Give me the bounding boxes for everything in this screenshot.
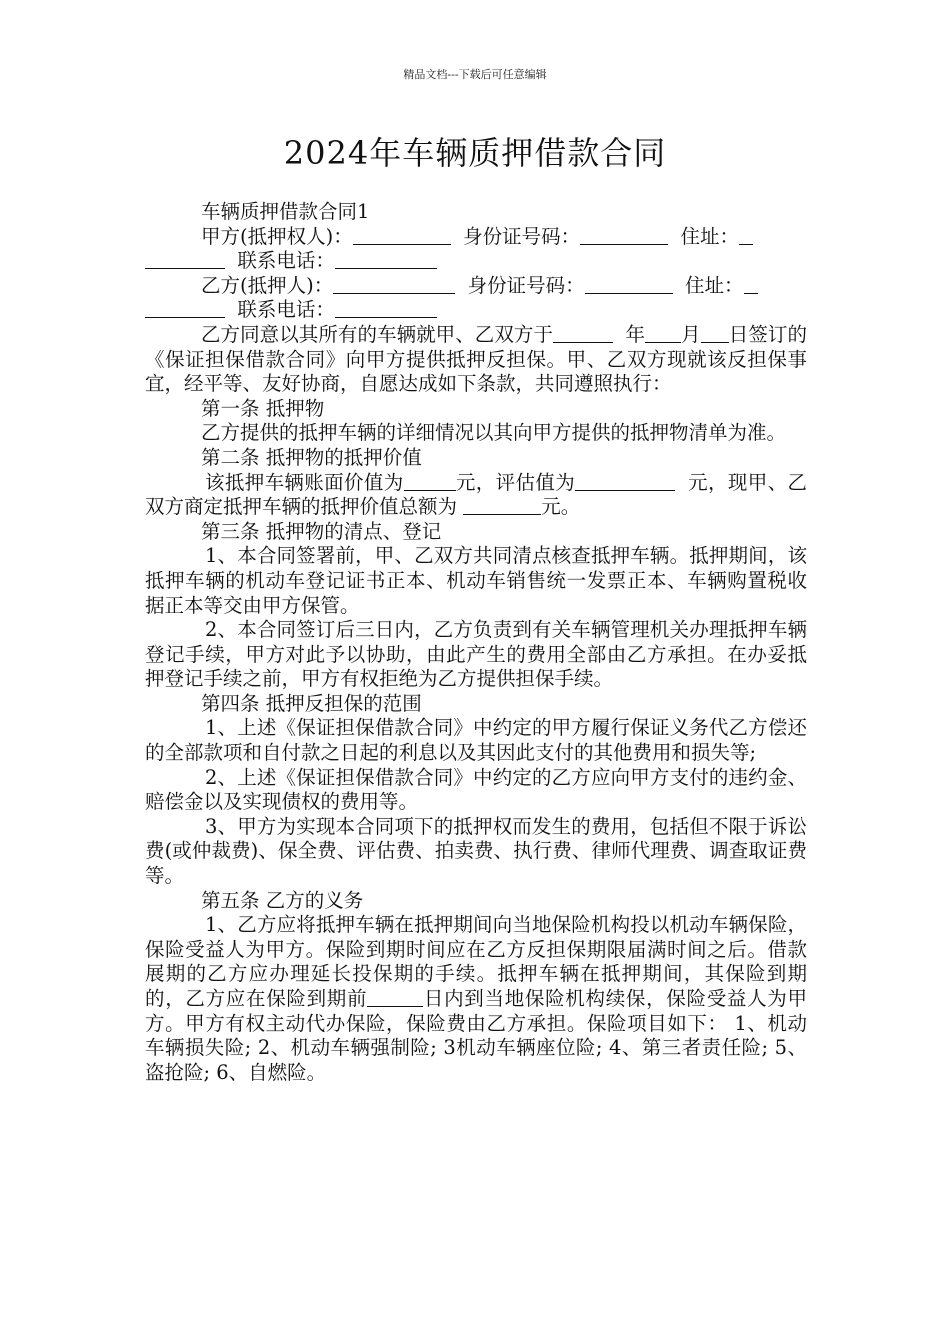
- intro-year-label: 年: [625, 322, 646, 346]
- intro-day-blank: [701, 324, 729, 343]
- party-a-id-label: 身份证号码：: [463, 224, 581, 248]
- page-title: 2024年车辆质押借款合同: [283, 134, 667, 172]
- article-5-title: 第五条 乙方的义务: [201, 888, 364, 912]
- party-b-addr-label: 住址：: [685, 273, 744, 297]
- article-3-title: 第三条 抵押物的清点、登记: [201, 519, 442, 543]
- art5-text-1: 1、乙方应将抵押车辆在抵押期间向当地保险机构投以机动车辆保险，保险受益人为甲方。保险到期时间应在乙方反担保期限届满时间之后。借款展期的乙方应办理延长投保期的手续。抵押车辆在抵押期间，其保险到期的，乙方应在保险到期前: [145, 913, 807, 1010]
- party-a-addr-label: 住址：: [680, 224, 740, 248]
- party-a-phone-blank: [335, 250, 437, 269]
- article-1-title: 第一条 抵押物: [201, 396, 325, 420]
- article-5-paragraph-1: [145, 913, 807, 1085]
- header-note: 精品文档---下载后可任意编辑: [403, 68, 547, 81]
- renewal-days-blank: [367, 988, 423, 1007]
- party-a-id-blank: [580, 226, 668, 245]
- article-4-paragraph-3: 3、甲方为实现本合同项下的抵押权而发生的费用，包括但不限于诉讼费(或仲裁费)、保全费、评估费、拍卖费、执行费、律师代理费、调查取证费等。: [145, 814, 807, 888]
- party-b-line: [145, 274, 807, 323]
- contract-body: [145, 200, 807, 1085]
- party-a-line: [145, 225, 807, 274]
- art2-text-1: 该抵押车辆账面价值为: [205, 470, 404, 494]
- intro-paragraph: [145, 323, 807, 397]
- party-a-addr-blank: [739, 226, 753, 245]
- article-4-title: 第四条 抵押反担保的范围: [201, 691, 422, 715]
- article-4-paragraph-1: 1、上述《保证担保借款合同》中约定的甲方履行保证义务代乙方偿还的全部款项和自付款之日起的利息以及其因此支付的其他费用和损失等;: [145, 716, 807, 765]
- article-1-paragraph: 乙方提供的抵押车辆的详细情况以其向甲方提供的抵押物清单为准。: [201, 421, 787, 445]
- art2-text-4: 元。: [541, 495, 581, 519]
- mortgage-value-blank: [463, 496, 541, 515]
- art2-text-2: 元，评估值为: [455, 470, 576, 494]
- party-a-label: 甲方(抵押权人)：: [201, 224, 353, 248]
- party-b-addr-blank: [744, 275, 758, 294]
- party-b-id-blank: [585, 275, 673, 294]
- party-a-addr-blank-2: [145, 250, 225, 269]
- article-2-title: 第二条 抵押物的抵押价值: [201, 445, 422, 469]
- contract-subtitle: 车辆质押借款合同1: [201, 200, 370, 223]
- intro-text-2: 日签订的《保证担保借款合同》向甲方提供抵押反担保。甲、乙双方现就该反担保事宜，经平等、友好协商，自愿达成如下条款，共同遵照执行：: [145, 322, 807, 396]
- art2-text-3: 元，现甲、乙双方商定抵押车辆的抵押价值总额为: [145, 470, 807, 519]
- party-b-phone-blank: [335, 299, 437, 318]
- book-value-blank: [404, 472, 456, 491]
- intro-year-blank: [553, 324, 613, 343]
- party-b-id-label: 身份证号码：: [467, 273, 585, 297]
- intro-text-1: 乙方同意以其所有的车辆就甲、乙双方于: [201, 322, 554, 346]
- intro-month-label: 月: [681, 322, 701, 346]
- article-4-paragraph-2: 2、上述《保证担保借款合同》中约定的乙方应向甲方支付的违约金、赔偿金以及实现债权的费用等。: [145, 765, 807, 814]
- article-3-paragraph-2: 2、本合同签订后三日内，乙方负责到有关车辆管理机关办理抵押车辆登记手续，甲方对此予以协助，由此产生的费用全部由乙方承担。在办妥抵押登记手续之前，甲方有权拒绝为乙方提供担保手续。: [145, 618, 807, 691]
- party-a-phone-label: 联系电话：: [237, 249, 335, 273]
- party-b-name-blank: [333, 275, 455, 294]
- party-b-label: 乙方(抵押人)：: [201, 273, 334, 297]
- party-b-phone-label: 联系电话：: [237, 298, 335, 322]
- party-b-addr-blank-2: [145, 299, 225, 318]
- appraisal-value-blank: [575, 472, 675, 491]
- party-a-name-blank: [353, 226, 451, 245]
- art5-text-2: 日内到当地保险机构续保，保险受益人为甲方。甲方有权主动代办保险，保险费由乙方承担。保险项目如下： 1、机动车辆损失险; 2、机动车辆强制险; 3机动车辆座位险; 4、第三者责任险; 5、盗抢险; 6、自燃险。: [145, 987, 807, 1084]
- article-2-paragraph: [145, 471, 807, 520]
- article-3-paragraph-1: 1、本合同签署前，甲、乙双方共同清点核查抵押车辆。抵押期间，该抵押车辆的机动车登记证书正本、机动车销售统一发票正本、车辆购置税收据正本等交由甲方保管。: [145, 544, 807, 617]
- intro-month-blank: [645, 324, 681, 343]
